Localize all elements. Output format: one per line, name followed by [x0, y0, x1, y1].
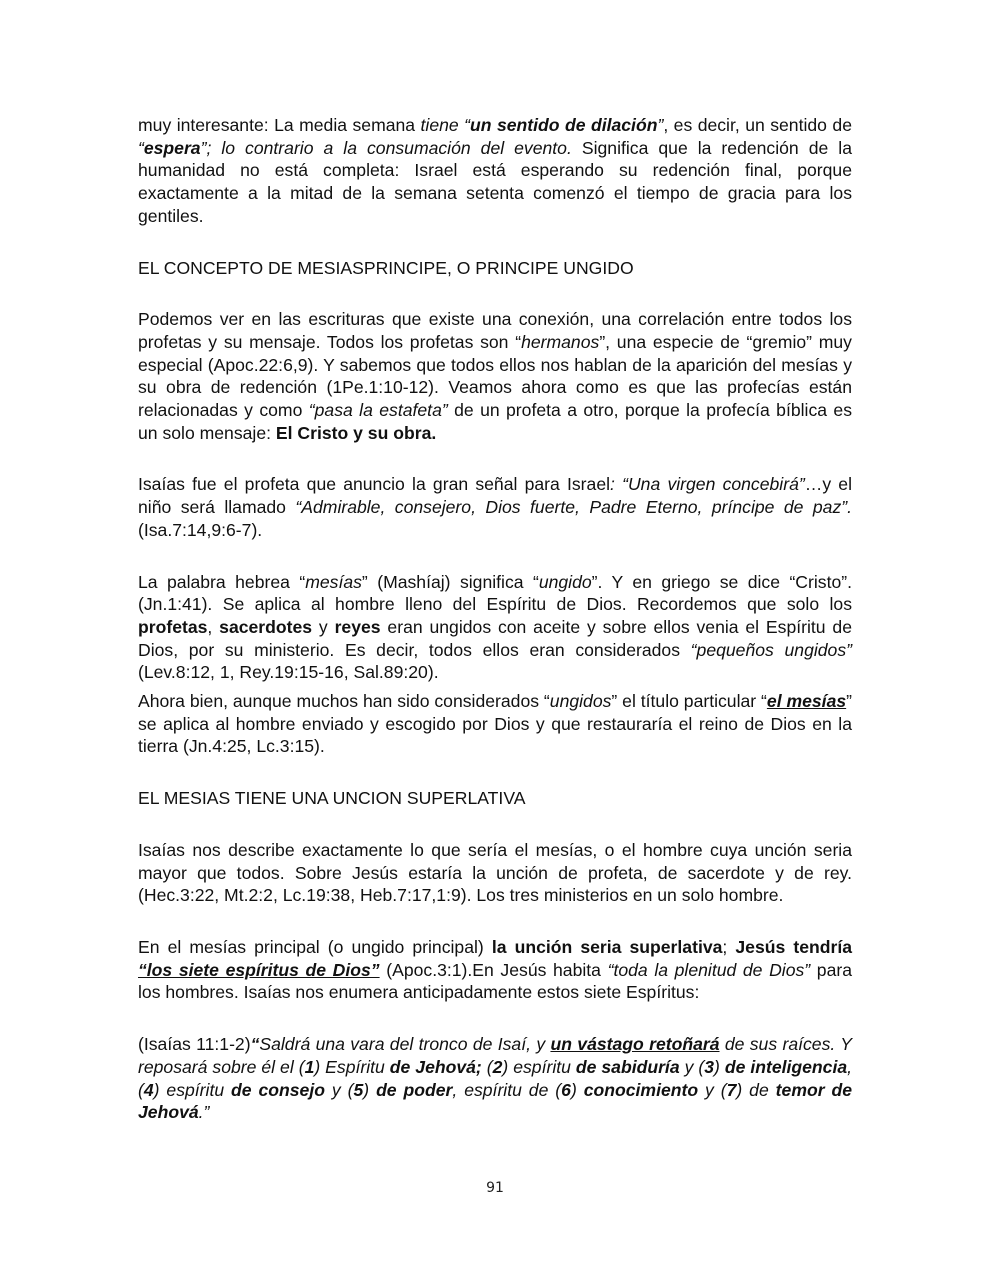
text-run: , [207, 616, 220, 637]
text-run: ) espíritu [153, 1079, 232, 1100]
text-run: Jesús tendría [735, 936, 852, 957]
document-page [138, 114, 852, 1153]
text-run: de sus raíces. Y reposará sobre él el ( [138, 1034, 853, 1077]
text-run: “toda la plenitud de Dios” [607, 959, 811, 980]
text-run: En el mesías principal (o ungido principal) [138, 936, 492, 957]
text-run: (Isaías 11:1-2) [138, 1034, 251, 1055]
text-run: “ [250, 1034, 260, 1055]
text-run: ( [486, 1056, 493, 1077]
section-heading-uncion-superlativa: EL MESIAS TIENE UNA UNCION SUPERLATIVA [138, 788, 526, 809]
paragraph-media-semana [138, 114, 852, 228]
text-run: “pequeños ungidos” [690, 639, 852, 660]
text-run: 3 [704, 1056, 714, 1077]
text-run: , ( [138, 1056, 853, 1100]
text-run: , es decir, un sentido de [663, 115, 852, 135]
text-run: sacerdotes [219, 616, 313, 637]
text-run: y ( [698, 1079, 727, 1100]
text-run: reyes [334, 616, 381, 637]
paragraph-el-mesias-titulo [138, 690, 852, 758]
text-run: ” [657, 115, 664, 135]
text-run: tiene “ [420, 115, 471, 135]
text-run: eran ungidos con aceite y sobre ellos venia el Espíritu de Dios, por su ministerio. Es decir, todos ellos eran considerados [138, 616, 852, 660]
text-run: ) espíritu [502, 1056, 576, 1077]
text-run: de consejo [231, 1079, 325, 1100]
text-run: 1 [304, 1056, 315, 1077]
text-run: de un profeta a otro, porque la profecía bíblica es un solo mensaje: [138, 400, 852, 443]
text-run: de inteligencia [724, 1056, 848, 1077]
text-run: 2 [492, 1056, 503, 1077]
paragraph-isaias-senal [138, 473, 852, 541]
text-run: ”; lo contrario a la consumación del evento. [200, 137, 572, 158]
text-run: .” [198, 1102, 210, 1123]
text-run: ) de [736, 1079, 776, 1100]
text-run: Podemos ver en las escrituras que existe una conexión, una correlación entre todos los profetas y su mensaje. Todos los profetas son “ [138, 309, 852, 352]
text-run: 7 [726, 1079, 737, 1100]
text-run: ; [722, 936, 736, 957]
text-run: ) [363, 1079, 377, 1100]
text-run: de poder [376, 1079, 453, 1100]
text-run: conocimiento [583, 1079, 699, 1100]
text-run: de sabiduría [575, 1056, 680, 1077]
text-run: “ [138, 137, 144, 158]
text-run: hermanos [521, 331, 600, 352]
paragraph-palabra-hebrea [138, 571, 852, 685]
text-run: 6 [561, 1079, 571, 1100]
paragraph-mesias-principal [138, 936, 852, 1004]
text-run: para los hombres. Isaías nos enumera anticipadamente estos siete Espíritus: [138, 959, 852, 1003]
text-run: ) [714, 1056, 725, 1077]
text-run: Isaías fue el profeta que anuncio la gran señal para Israel [138, 474, 611, 495]
text-run: ungido [538, 571, 592, 592]
text-run: Saldrá una vara del tronco de Isaí, y [259, 1034, 551, 1055]
text-run: ” (Mashíaj) significa “ [361, 571, 539, 592]
text-run: ”. Y en griego se dice “Cristo”.(Jn.1:41). Se aplica al hombre lleno del Espíritu de Dios. Recordemos que solo los [138, 571, 852, 615]
text-run: y [312, 616, 335, 637]
page-number: 91 [486, 1180, 504, 1196]
text-run: : “Una virgen concebirá” [610, 474, 805, 495]
text-run: profetas [138, 616, 208, 637]
text-run: un sentido de dilación [470, 115, 658, 135]
paragraph-isaias-describe: Isaías nos describe exactamente lo que sería el mesías, o el hombre cuya unción seria mayor que todos. Sobre Jesús estaría la unción de profeta, de sacerdote y de rey. (Hec.3:22, Mt.2:2, Lc.19:38, Heb.7:17,1:9). Los tres ministerios en un solo hombre. [138, 839, 852, 906]
text-run: ”, una especie de “gremio” muy especial (Apoc.22:6,9). Y sabemos que todos ellos nos hablan de la aparición del mesías y su obra de redención (1Pe.1:10-12). Veamos ahora como es que las profecías están relacionadas y como [138, 331, 852, 421]
text-run: Significa que la redención de la humanidad no está completa: Israel está esperando su redención final, porque exactamente a la mitad de la semana setenta comenzó el tiempo de gracia para los gentiles. [138, 137, 852, 226]
text-run: …y el niño será llamado [138, 474, 853, 518]
text-run: Ahora bien, aunque muchos han sido considerados “ [138, 691, 550, 712]
text-run: ” se aplica al hombre enviado y escogido por Dios y que restauraría el reino de Dios en la tierra (Jn.4:25, Lc.3:15). [138, 691, 852, 757]
paragraph-isaias-11-quote [138, 1033, 852, 1124]
section-heading-mesias-principe: EL CONCEPTO DE MESIASPRINCIPE, O PRINCIPE UNGIDO [138, 257, 634, 278]
text-run: , espíritu de ( [452, 1079, 562, 1100]
paragraph-conexion-profetas [138, 308, 852, 444]
text-run: y ( [679, 1056, 705, 1077]
text-run: temor de Jehová [138, 1079, 853, 1123]
text-run: de Jehová; [389, 1056, 487, 1077]
text-run: (Lev.8:12, 1, Rey.19:15-16, Sal.89:20). [138, 662, 439, 683]
text-run: el mesías [766, 691, 847, 712]
text-run: y ( [324, 1079, 354, 1100]
text-run: 4 [143, 1079, 154, 1100]
text-run: ” el título particular “ [611, 691, 767, 712]
text-run: (Apoc.3:1).En Jesús habita [379, 959, 608, 980]
text-run: El Cristo y su obra. [275, 422, 437, 443]
text-run: “pasa la estafeta” [308, 400, 448, 421]
text-run: ) [570, 1079, 584, 1100]
text-run: “Admirable, consejero, Dios fuerte, Padre Eterno, príncipe de paz”. [295, 497, 852, 518]
text-run: un vástago retoñará [550, 1034, 720, 1055]
text-run: ) Espíritu [314, 1056, 390, 1077]
text-run: la unción seria superlativa [491, 936, 723, 957]
text-run: “los siete espíritus de Dios” [138, 959, 380, 980]
text-run: 5 [353, 1079, 364, 1100]
text-run: espera [143, 137, 201, 158]
text-run: ungidos [549, 691, 612, 712]
text-run: (Isa.7:14,9:6-7). [138, 519, 263, 540]
text-run: mesías [305, 571, 362, 592]
text-run: muy interesante: La media semana [138, 115, 421, 135]
text-run: La palabra hebrea “ [138, 571, 306, 592]
